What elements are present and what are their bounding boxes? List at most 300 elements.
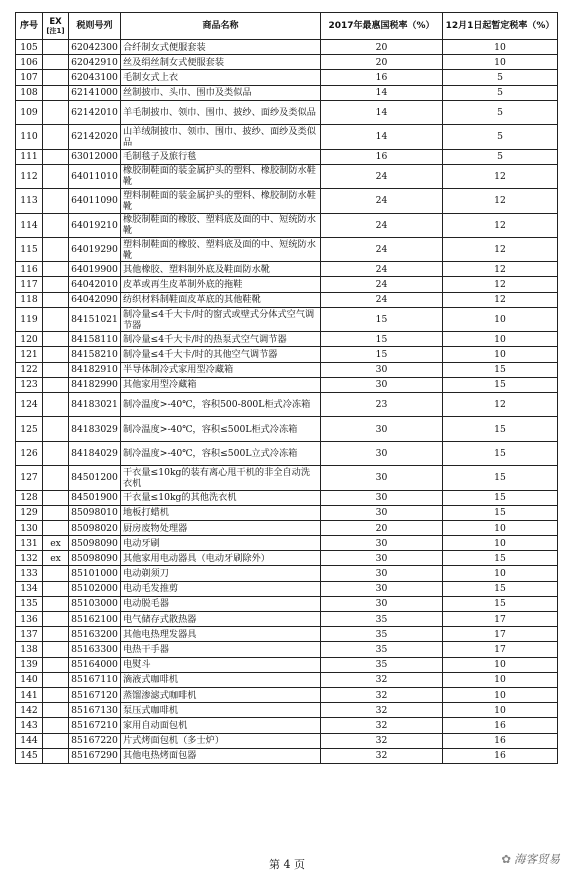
cell-ex [43, 164, 69, 188]
cell-name: 片式烤面包机（多士炉） [121, 733, 321, 748]
cell-code: 85098010 [69, 505, 121, 520]
cell-rate-dec1: 16 [443, 718, 558, 733]
cell-seq: 121 [16, 347, 43, 362]
cell-rate-dec1: 17 [443, 642, 558, 657]
table-row [16, 551, 558, 566]
cell-name: 制冷温度>-40℃，容积≤500L立式冷冻箱 [121, 441, 321, 465]
cell-rate-2017: 24 [321, 213, 443, 237]
cell-rate-dec1: 10 [443, 566, 558, 581]
cell-ex [43, 125, 69, 149]
cell-seq: 141 [16, 687, 43, 702]
table-row [16, 125, 558, 149]
watermark-text: 海客贸易 [514, 852, 560, 866]
cell-name: 其他电热理发器具 [121, 627, 321, 642]
cell-ex [43, 362, 69, 377]
cell-seq: 109 [16, 100, 43, 124]
tariff-table-container [15, 12, 557, 764]
cell-rate-2017: 32 [321, 687, 443, 702]
cell-seq: 134 [16, 581, 43, 596]
cell-seq: 129 [16, 505, 43, 520]
cell-rate-dec1: 12 [443, 164, 558, 188]
cell-rate-2017: 16 [321, 70, 443, 85]
cell-ex [43, 441, 69, 465]
cell-name: 纺织材料制鞋面皮革底的其他鞋靴 [121, 292, 321, 307]
table-row [16, 536, 558, 551]
cell-rate-dec1: 16 [443, 748, 558, 763]
cell-code: 64019900 [69, 262, 121, 277]
cell-seq: 108 [16, 85, 43, 100]
cell-seq: 142 [16, 703, 43, 718]
cell-code: 85164000 [69, 657, 121, 672]
cell-code: 85167120 [69, 687, 121, 702]
cell-seq: 113 [16, 189, 43, 213]
cell-code: 64042090 [69, 292, 121, 307]
cell-name: 家用自动面包机 [121, 718, 321, 733]
cell-ex [43, 733, 69, 748]
cell-seq: 110 [16, 125, 43, 149]
page-number: 第 4 页 [269, 858, 305, 871]
cell-seq: 112 [16, 164, 43, 188]
cell-code: 85103000 [69, 596, 121, 611]
table-row [16, 149, 558, 164]
cell-rate-dec1: 5 [443, 100, 558, 124]
cell-code: 64011010 [69, 164, 121, 188]
table-header-row [16, 13, 558, 40]
cell-rate-dec1: 12 [443, 237, 558, 261]
cell-ex [43, 377, 69, 392]
cell-ex [43, 237, 69, 261]
cell-ex [43, 657, 69, 672]
cell-seq: 116 [16, 262, 43, 277]
cell-code: 84182910 [69, 362, 121, 377]
cell-rate-2017: 30 [321, 596, 443, 611]
cell-rate-2017: 35 [321, 657, 443, 672]
cell-ex [43, 703, 69, 718]
cell-name: 地板打蜡机 [121, 505, 321, 520]
cell-seq: 137 [16, 627, 43, 642]
cell-ex [43, 307, 69, 331]
cell-seq: 135 [16, 596, 43, 611]
cell-rate-dec1: 5 [443, 70, 558, 85]
cell-code: 62142020 [69, 125, 121, 149]
cell-rate-2017: 20 [321, 40, 443, 55]
cell-code: 84158210 [69, 347, 121, 362]
cell-rate-2017: 35 [321, 642, 443, 657]
cell-code: 64042010 [69, 277, 121, 292]
table-row [16, 466, 558, 490]
cell-rate-dec1: 12 [443, 292, 558, 307]
cell-ex [43, 392, 69, 416]
cell-rate-dec1: 10 [443, 657, 558, 672]
cell-rate-2017: 35 [321, 612, 443, 627]
cell-rate-2017: 35 [321, 627, 443, 642]
table-row [16, 596, 558, 611]
table-row [16, 213, 558, 237]
cell-seq: 126 [16, 441, 43, 465]
cell-ex [43, 505, 69, 520]
cell-seq: 120 [16, 332, 43, 347]
cell-rate-dec1: 10 [443, 332, 558, 347]
cell-ex [43, 566, 69, 581]
table-row [16, 672, 558, 687]
cell-name: 电动牙刷 [121, 536, 321, 551]
cell-rate-2017: 30 [321, 581, 443, 596]
cell-rate-2017: 32 [321, 672, 443, 687]
cell-rate-dec1: 15 [443, 466, 558, 490]
cell-name: 橡胶制鞋面的橡胶、塑料底及面的中、短统防水靴 [121, 213, 321, 237]
cell-seq: 117 [16, 277, 43, 292]
cell-seq: 131 [16, 536, 43, 551]
cell-name: 制冷温度>-40℃，容积≤500L柜式冷冻箱 [121, 417, 321, 441]
cell-name: 制冷量≤4千大卡/时的窗式或壁式分体式空气调节器 [121, 307, 321, 331]
cell-seq: 123 [16, 377, 43, 392]
cell-name: 山羊绒制披巾、领巾、围巾、披纱、面纱及类似品 [121, 125, 321, 149]
cell-name: 其他家用电动器具（电动牙刷除外） [121, 551, 321, 566]
cell-name: 滴液式咖啡机 [121, 672, 321, 687]
table-row [16, 748, 558, 763]
cell-name: 厨房废物处理器 [121, 520, 321, 535]
cell-ex [43, 642, 69, 657]
cell-seq: 111 [16, 149, 43, 164]
cell-code: 84151021 [69, 307, 121, 331]
cell-code: 84501200 [69, 466, 121, 490]
cell-seq: 145 [16, 748, 43, 763]
cell-rate-2017: 24 [321, 262, 443, 277]
cell-seq: 136 [16, 612, 43, 627]
cell-rate-2017: 20 [321, 55, 443, 70]
cell-rate-2017: 14 [321, 125, 443, 149]
cell-rate-dec1: 15 [443, 551, 558, 566]
cell-ex [43, 581, 69, 596]
cell-ex [43, 213, 69, 237]
cell-name: 塑料制鞋面的装金属护头的塑料、橡胶制防水鞋靴 [121, 189, 321, 213]
cell-code: 85098090 [69, 551, 121, 566]
wechat-icon: ✿ [501, 852, 511, 866]
cell-name: 皮革或再生皮革制外底的拖鞋 [121, 277, 321, 292]
cell-seq: 128 [16, 490, 43, 505]
cell-name: 电动剃须刀 [121, 566, 321, 581]
cell-code: 84183021 [69, 392, 121, 416]
cell-ex [43, 149, 69, 164]
table-row [16, 718, 558, 733]
table-row [16, 505, 558, 520]
cell-code: 62141000 [69, 85, 121, 100]
cell-name: 塑料制鞋面的橡胶、塑料底及面的中、短统防水靴 [121, 237, 321, 261]
cell-ex [43, 718, 69, 733]
cell-name: 电热干手器 [121, 642, 321, 657]
cell-seq: 114 [16, 213, 43, 237]
table-row [16, 100, 558, 124]
cell-seq: 133 [16, 566, 43, 581]
cell-code: 64011090 [69, 189, 121, 213]
cell-code: 62042300 [69, 40, 121, 55]
cell-rate-dec1: 12 [443, 262, 558, 277]
cell-rate-dec1: 15 [443, 377, 558, 392]
cell-code: 84184029 [69, 441, 121, 465]
cell-ex [43, 100, 69, 124]
cell-name: 蒸馏渗滤式咖啡机 [121, 687, 321, 702]
cell-rate-2017: 30 [321, 505, 443, 520]
cell-code: 85098090 [69, 536, 121, 551]
cell-ex [43, 687, 69, 702]
cell-name: 丝制披巾、头巾、围巾及类似品 [121, 85, 321, 100]
cell-seq: 132 [16, 551, 43, 566]
cell-rate-2017: 16 [321, 149, 443, 164]
cell-ex [43, 627, 69, 642]
cell-code: 84182990 [69, 377, 121, 392]
cell-code: 85167130 [69, 703, 121, 718]
cell-code: 85163200 [69, 627, 121, 642]
cell-rate-dec1: 15 [443, 417, 558, 441]
cell-rate-dec1: 5 [443, 125, 558, 149]
cell-rate-dec1: 12 [443, 213, 558, 237]
table-row [16, 441, 558, 465]
cell-ex [43, 466, 69, 490]
cell-seq: 144 [16, 733, 43, 748]
cell-rate-2017: 32 [321, 718, 443, 733]
table-row [16, 164, 558, 188]
cell-name: 电动脱毛器 [121, 596, 321, 611]
cell-code: 84158110 [69, 332, 121, 347]
cell-name: 其他家用型冷藏箱 [121, 377, 321, 392]
cell-name: 其他橡胶、塑料制外底及鞋面防水靴 [121, 262, 321, 277]
cell-rate-dec1: 15 [443, 490, 558, 505]
cell-rate-2017: 14 [321, 85, 443, 100]
cell-name: 制冷量≤4千大卡/时的其他空气调节器 [121, 347, 321, 362]
table-row [16, 581, 558, 596]
table-row [16, 687, 558, 702]
table-row [16, 520, 558, 535]
cell-rate-dec1: 12 [443, 189, 558, 213]
cell-ex: ex [43, 551, 69, 566]
header-rate-dec1: 12月1日起暂定税率（%） [443, 13, 558, 40]
cell-seq: 122 [16, 362, 43, 377]
table-row [16, 55, 558, 70]
header-name: 商品名称 [121, 13, 321, 40]
cell-rate-2017: 30 [321, 441, 443, 465]
cell-code: 85102000 [69, 581, 121, 596]
cell-ex [43, 70, 69, 85]
header-ex-label: EX [49, 16, 62, 27]
cell-rate-dec1: 5 [443, 149, 558, 164]
cell-seq: 105 [16, 40, 43, 55]
table-row [16, 189, 558, 213]
table-row [16, 277, 558, 292]
table-row [16, 85, 558, 100]
cell-seq: 106 [16, 55, 43, 70]
tariff-table [15, 12, 558, 764]
table-body [16, 40, 558, 764]
cell-rate-dec1: 15 [443, 581, 558, 596]
cell-code: 85167220 [69, 733, 121, 748]
header-seq: 序号 [16, 13, 43, 40]
cell-ex [43, 347, 69, 362]
cell-ex [43, 490, 69, 505]
cell-code: 85162100 [69, 612, 121, 627]
cell-seq: 125 [16, 417, 43, 441]
table-row [16, 627, 558, 642]
table-row [16, 347, 558, 362]
cell-rate-dec1: 10 [443, 55, 558, 70]
cell-seq: 115 [16, 237, 43, 261]
table-row [16, 490, 558, 505]
cell-ex [43, 612, 69, 627]
cell-seq: 138 [16, 642, 43, 657]
cell-ex: ex [43, 536, 69, 551]
cell-rate-dec1: 5 [443, 85, 558, 100]
cell-rate-2017: 30 [321, 466, 443, 490]
cell-rate-2017: 30 [321, 362, 443, 377]
cell-ex [43, 520, 69, 535]
header-rate-2017: 2017年最惠国税率（%） [321, 13, 443, 40]
cell-rate-2017: 30 [321, 566, 443, 581]
table-row [16, 657, 558, 672]
cell-ex [43, 85, 69, 100]
cell-rate-2017: 15 [321, 307, 443, 331]
cell-name: 制冷量≤4千大卡/时的热泵式空气调节器 [121, 332, 321, 347]
cell-rate-2017: 24 [321, 237, 443, 261]
table-row [16, 612, 558, 627]
cell-ex [43, 672, 69, 687]
cell-rate-dec1: 15 [443, 362, 558, 377]
table-row [16, 733, 558, 748]
cell-rate-dec1: 15 [443, 441, 558, 465]
cell-rate-dec1: 10 [443, 520, 558, 535]
cell-rate-dec1: 17 [443, 612, 558, 627]
cell-name: 电气储存式散热器 [121, 612, 321, 627]
cell-rate-dec1: 16 [443, 733, 558, 748]
cell-seq: 143 [16, 718, 43, 733]
cell-rate-dec1: 10 [443, 687, 558, 702]
cell-name: 橡胶制鞋面的装金属护头的塑料、橡胶制防水鞋靴 [121, 164, 321, 188]
cell-code: 84183029 [69, 417, 121, 441]
cell-seq: 139 [16, 657, 43, 672]
cell-rate-dec1: 10 [443, 536, 558, 551]
cell-ex [43, 748, 69, 763]
table-row [16, 70, 558, 85]
cell-rate-2017: 32 [321, 748, 443, 763]
cell-seq: 124 [16, 392, 43, 416]
cell-code: 64019210 [69, 213, 121, 237]
cell-rate-2017: 30 [321, 377, 443, 392]
cell-rate-2017: 20 [321, 520, 443, 535]
cell-code: 84501900 [69, 490, 121, 505]
cell-ex [43, 292, 69, 307]
cell-rate-2017: 30 [321, 417, 443, 441]
header-ex [43, 13, 69, 40]
cell-code: 62042910 [69, 55, 121, 70]
cell-name: 制冷温度>-40℃，容积500-800L柜式冷冻箱 [121, 392, 321, 416]
cell-seq: 130 [16, 520, 43, 535]
cell-rate-2017: 30 [321, 490, 443, 505]
cell-code: 63012000 [69, 149, 121, 164]
cell-rate-2017: 14 [321, 100, 443, 124]
cell-name: 电动毛发推剪 [121, 581, 321, 596]
table-row [16, 642, 558, 657]
cell-rate-dec1: 10 [443, 703, 558, 718]
cell-code: 85101000 [69, 566, 121, 581]
cell-rate-dec1: 10 [443, 307, 558, 331]
cell-rate-2017: 15 [321, 332, 443, 347]
cell-ex [43, 40, 69, 55]
table-row [16, 703, 558, 718]
table-row [16, 392, 558, 416]
cell-rate-2017: 24 [321, 164, 443, 188]
cell-code: 85167110 [69, 672, 121, 687]
cell-code: 62142010 [69, 100, 121, 124]
cell-name: 毛制女式上衣 [121, 70, 321, 85]
cell-name: 其他电热烤面包器 [121, 748, 321, 763]
header-ex-note: [注1] [46, 26, 65, 35]
table-row [16, 566, 558, 581]
cell-rate-2017: 15 [321, 347, 443, 362]
cell-name: 毛制毯子及旅行毯 [121, 149, 321, 164]
cell-rate-dec1: 15 [443, 505, 558, 520]
cell-name: 半导体制冷式家用型冷藏箱 [121, 362, 321, 377]
watermark [501, 851, 560, 867]
cell-ex [43, 189, 69, 213]
cell-name: 泵压式咖啡机 [121, 703, 321, 718]
cell-rate-dec1: 10 [443, 672, 558, 687]
cell-code: 85163300 [69, 642, 121, 657]
cell-code: 64019290 [69, 237, 121, 261]
cell-seq: 107 [16, 70, 43, 85]
cell-rate-dec1: 17 [443, 627, 558, 642]
table-row [16, 237, 558, 261]
cell-seq: 119 [16, 307, 43, 331]
cell-rate-dec1: 12 [443, 277, 558, 292]
cell-rate-2017: 30 [321, 536, 443, 551]
cell-ex [43, 596, 69, 611]
cell-rate-dec1: 12 [443, 392, 558, 416]
cell-seq: 140 [16, 672, 43, 687]
cell-code: 85167210 [69, 718, 121, 733]
table-row [16, 262, 558, 277]
cell-rate-2017: 24 [321, 292, 443, 307]
cell-name: 丝及绢丝制女式便服套装 [121, 55, 321, 70]
cell-name: 干衣量≤10kg的其他洗衣机 [121, 490, 321, 505]
cell-seq: 127 [16, 466, 43, 490]
cell-rate-dec1: 10 [443, 40, 558, 55]
cell-code: 62043100 [69, 70, 121, 85]
cell-name: 电熨斗 [121, 657, 321, 672]
cell-code: 85098020 [69, 520, 121, 535]
cell-rate-2017: 30 [321, 551, 443, 566]
header-code: 税则号列 [69, 13, 121, 40]
cell-rate-2017: 32 [321, 703, 443, 718]
cell-ex [43, 417, 69, 441]
table-row [16, 332, 558, 347]
cell-rate-2017: 24 [321, 277, 443, 292]
cell-ex [43, 262, 69, 277]
cell-rate-2017: 32 [321, 733, 443, 748]
table-row [16, 292, 558, 307]
table-row [16, 377, 558, 392]
table-row [16, 307, 558, 331]
table-row [16, 417, 558, 441]
cell-rate-2017: 24 [321, 189, 443, 213]
cell-name: 羊毛制披巾、领巾、围巾、披纱、面纱及类似品 [121, 100, 321, 124]
table-row [16, 40, 558, 55]
cell-seq: 118 [16, 292, 43, 307]
cell-code: 85167290 [69, 748, 121, 763]
cell-rate-2017: 23 [321, 392, 443, 416]
table-row [16, 362, 558, 377]
cell-ex [43, 55, 69, 70]
cell-name: 合纤制女式便服套装 [121, 40, 321, 55]
cell-rate-dec1: 10 [443, 347, 558, 362]
cell-ex [43, 332, 69, 347]
